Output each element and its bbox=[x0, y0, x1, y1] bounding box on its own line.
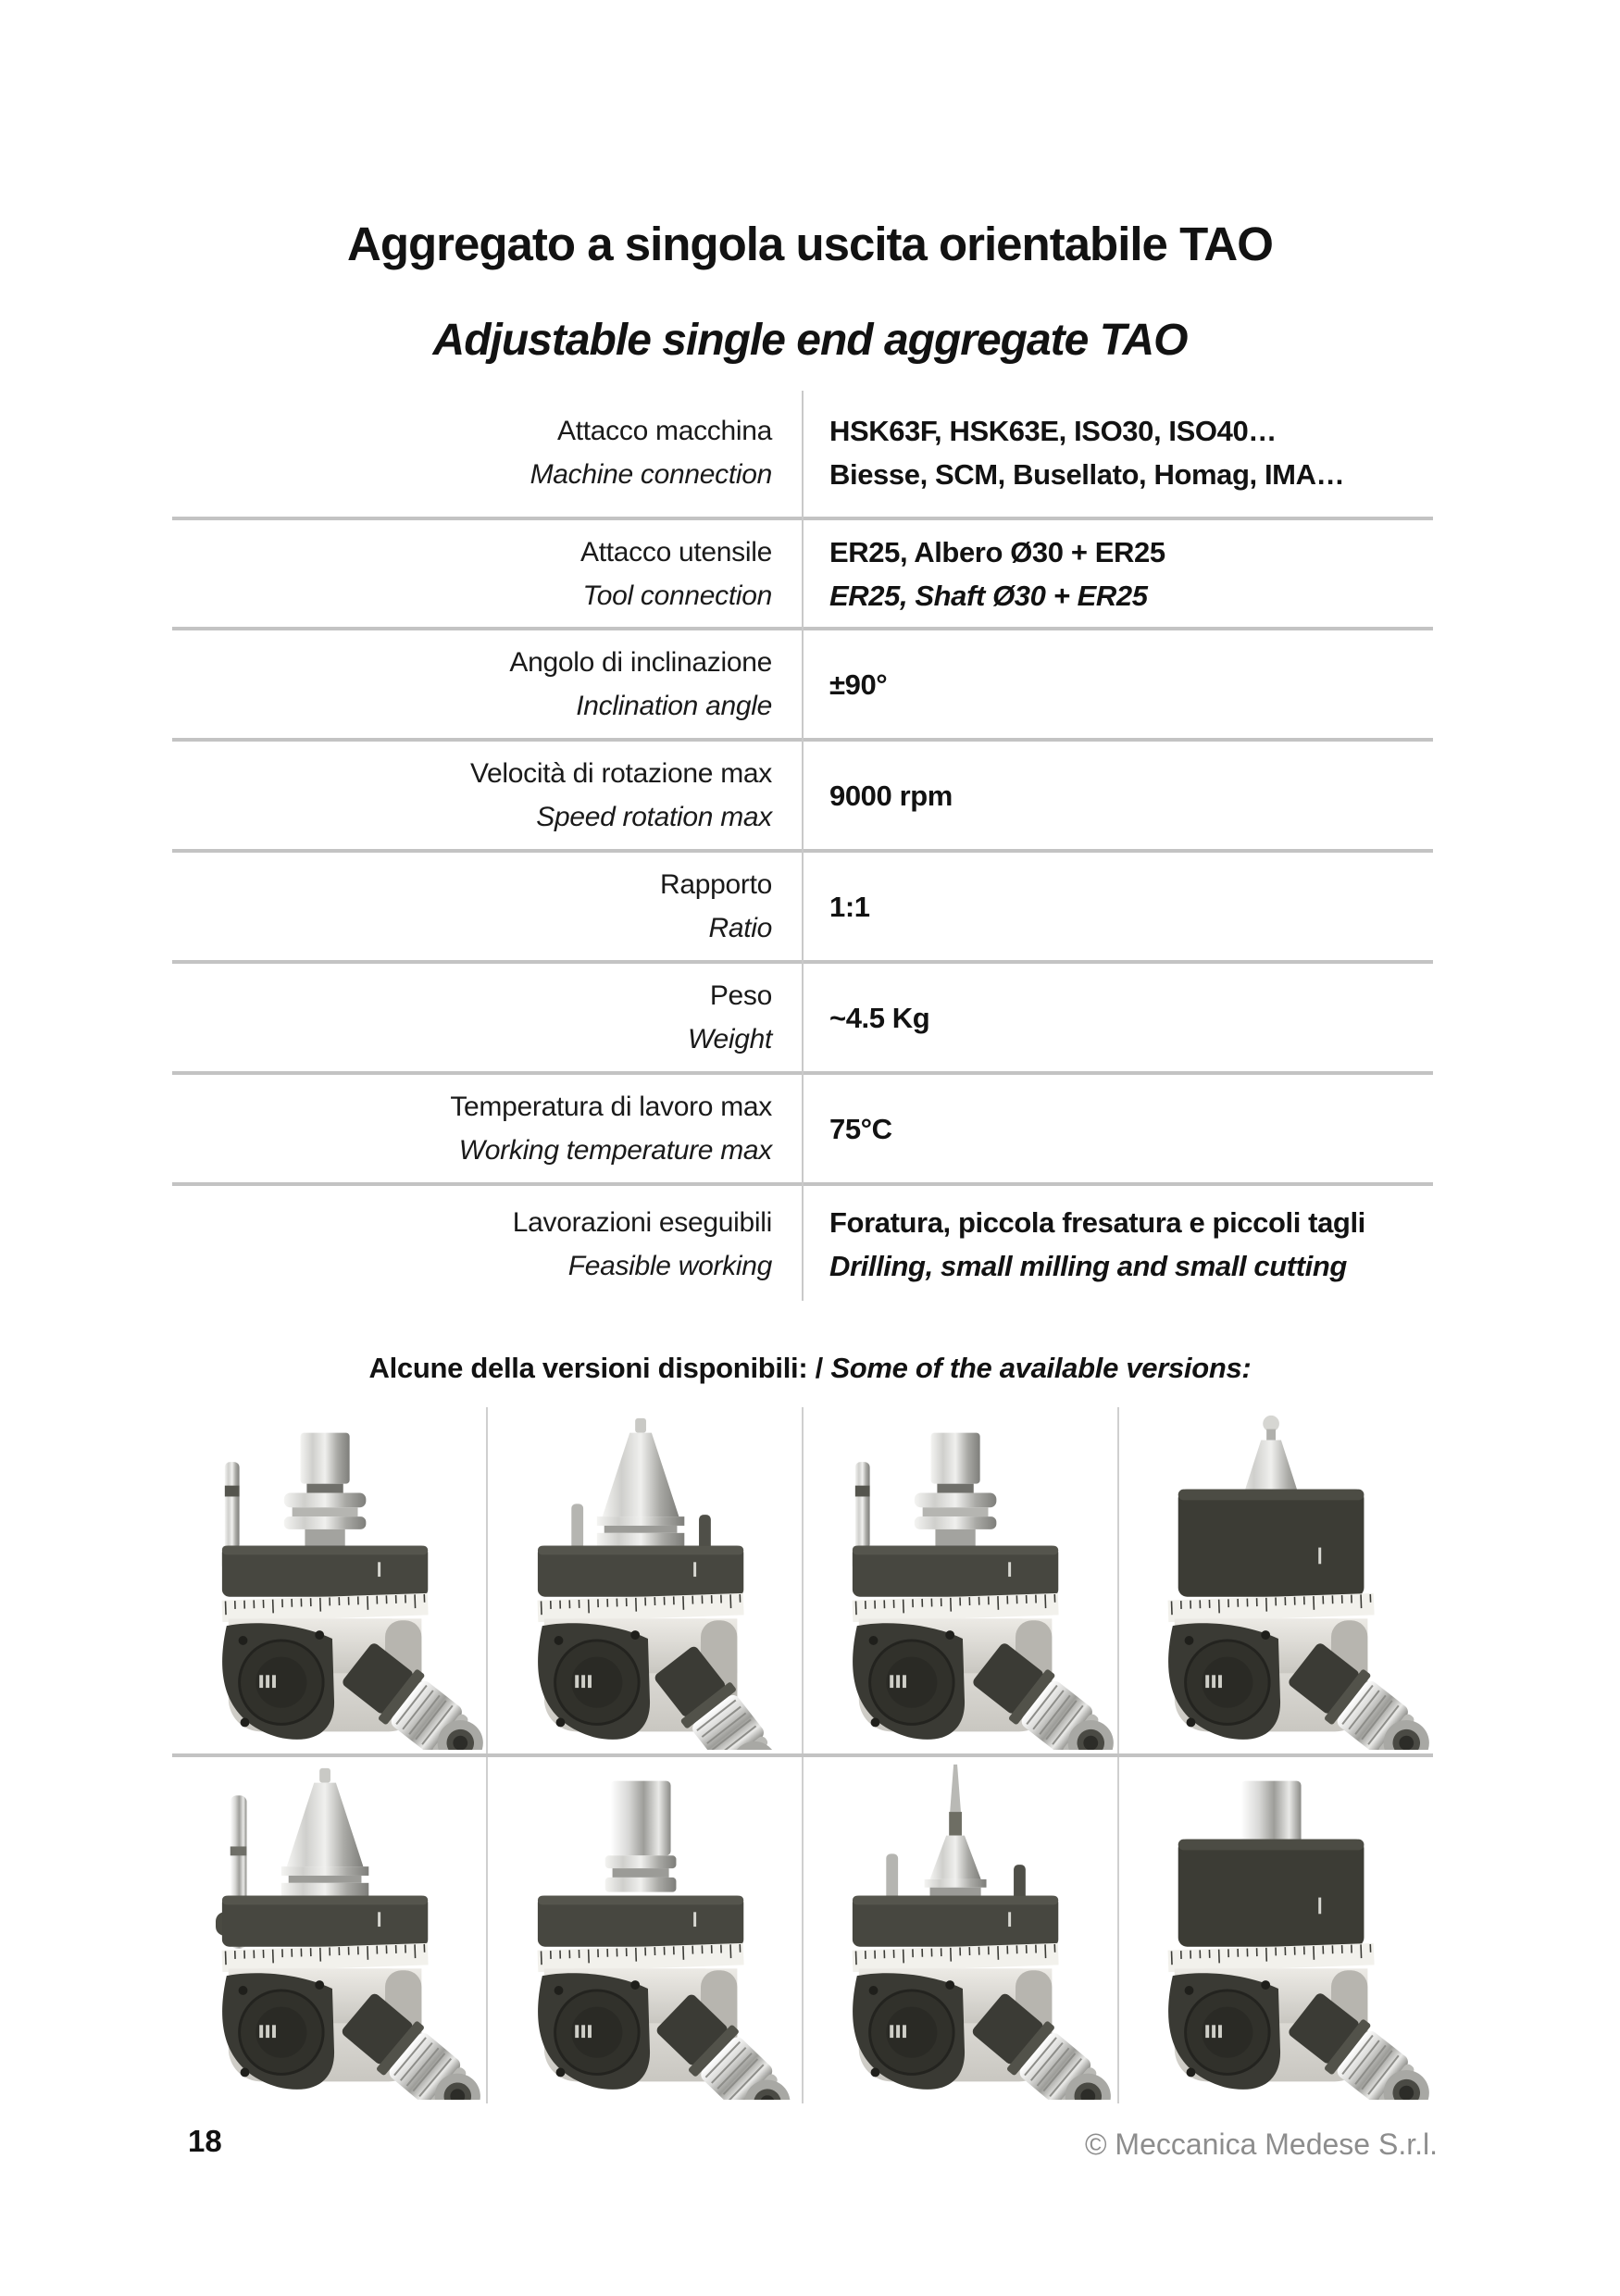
product-photo bbox=[803, 1407, 1117, 1752]
row-value bbox=[802, 1075, 1433, 1182]
value-line: ±90° bbox=[829, 668, 888, 701]
label-english: Speed rotation max bbox=[536, 802, 772, 832]
value-line: 9000 rpm bbox=[829, 779, 953, 812]
label-english: Tool connection bbox=[582, 580, 772, 611]
page-number: 18 bbox=[188, 2124, 222, 2158]
label-italian: Velocità di rotazione max bbox=[469, 758, 772, 789]
row-label bbox=[172, 1186, 802, 1303]
label-italian: Lavorazioni eseguibili bbox=[512, 1207, 772, 1238]
page-title-italian: Aggregato a singola uscita orientabile TAO bbox=[347, 218, 1273, 270]
label-english: Working temperature max bbox=[458, 1135, 772, 1166]
row-label bbox=[172, 520, 802, 627]
row-value bbox=[802, 630, 1433, 738]
value-line: 75°C bbox=[829, 1112, 892, 1145]
label-english: Weight bbox=[687, 1024, 772, 1054]
row-value bbox=[802, 853, 1433, 960]
value-line: ~4.5 Kg bbox=[829, 1001, 930, 1034]
copyright: © Meccanica Medese S.r.l. bbox=[1084, 2128, 1438, 2161]
product-photo bbox=[1118, 1407, 1433, 1752]
label-italian: Peso bbox=[709, 980, 772, 1011]
row-value bbox=[802, 389, 1433, 517]
product-photo bbox=[172, 1757, 487, 2102]
row-label bbox=[172, 389, 802, 517]
value-line: Drilling, small milling and small cutting bbox=[829, 1250, 1347, 1282]
label-italian: Rapporto bbox=[659, 869, 772, 900]
label-italian: Attacco utensile bbox=[580, 536, 772, 568]
product-photo bbox=[1118, 1757, 1433, 2102]
value-line: 1:1 bbox=[829, 890, 870, 923]
value-line: Foratura, piccola fresatura e piccoli tagli bbox=[829, 1206, 1365, 1239]
label-english: Ratio bbox=[708, 913, 772, 943]
label-english: Feasible working bbox=[567, 1251, 772, 1281]
row-label bbox=[172, 964, 802, 1071]
row-label bbox=[172, 853, 802, 960]
versions-caption bbox=[0, 1352, 1620, 1385]
row-label bbox=[172, 630, 802, 738]
value-line: HSK63F, HSK63E, ISO30, ISO40… bbox=[829, 415, 1277, 447]
product-photo bbox=[803, 1757, 1117, 2102]
label-italian: Temperatura di lavoro max bbox=[450, 1092, 772, 1122]
page-title-english: Adjustable single end aggregate TAO bbox=[432, 316, 1188, 365]
product-photo bbox=[488, 1757, 803, 2102]
table-column-divider bbox=[802, 391, 804, 1301]
spec-table bbox=[172, 389, 1433, 1303]
row-value bbox=[802, 964, 1433, 1071]
label-italian: Attacco macchina bbox=[557, 416, 772, 446]
label-english: Inclination angle bbox=[576, 691, 772, 721]
row-label bbox=[172, 742, 802, 849]
row-label bbox=[172, 1075, 802, 1182]
row-value bbox=[802, 1186, 1433, 1303]
label-english: Machine connection bbox=[530, 459, 772, 490]
product-gallery bbox=[172, 1407, 1433, 2103]
versions-caption-english: Some of the available versions: bbox=[830, 1352, 1252, 1384]
value-line: ER25, Albero Ø30 + ER25 bbox=[829, 535, 1165, 568]
versions-caption-italian: Alcune della versioni disponibili: / bbox=[368, 1352, 823, 1384]
row-value bbox=[802, 520, 1433, 627]
value-line: ER25, Shaft Ø30 + ER25 bbox=[829, 579, 1148, 612]
row-value bbox=[802, 742, 1433, 849]
product-photo bbox=[172, 1407, 487, 1752]
label-italian: Angolo di inclinazione bbox=[509, 647, 772, 678]
value-line: Biesse, SCM, Busellato, Homag, IMA… bbox=[829, 458, 1345, 491]
product-photo bbox=[488, 1407, 803, 1752]
